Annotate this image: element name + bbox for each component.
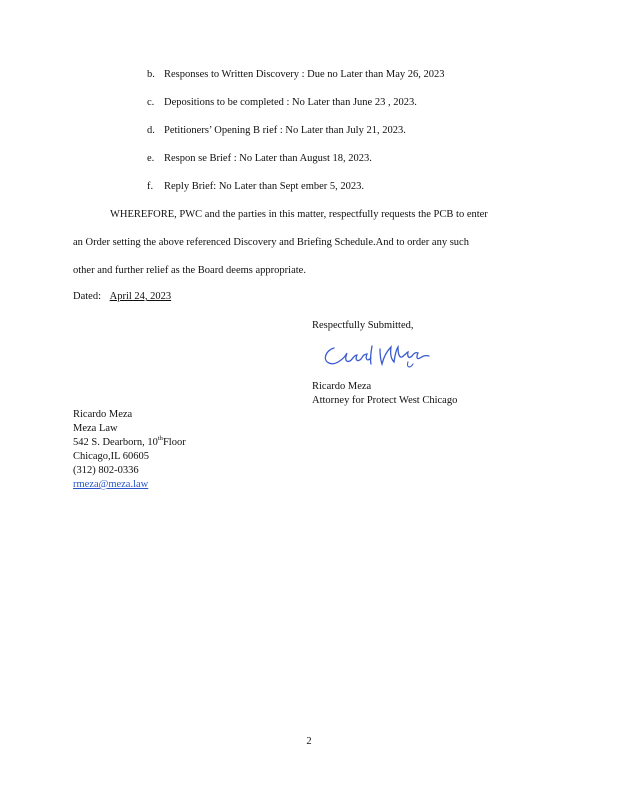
list-item-text: Petitioners’ Opening B rief : No Later than July 21, 2023. [164, 125, 406, 136]
signature-name: Ricardo Meza [312, 381, 372, 392]
paragraph-line-1: WHEREFORE, PWC and the parties in this matter, respectfully requests the PCB to enter [110, 209, 488, 220]
list-item-d [147, 124, 406, 138]
list-item-c [147, 96, 417, 110]
address-firm: Meza Law [73, 423, 118, 434]
address-street-text: 542 S. Dearborn, 10 [73, 437, 158, 448]
email-link[interactable]: rmeza@meza.law [73, 479, 149, 490]
address-street-sup: th [157, 435, 163, 442]
page-number: 2 [306, 736, 312, 747]
list-marker: f. [147, 181, 154, 192]
list-item-b [147, 68, 445, 82]
list-marker: c. [147, 97, 155, 108]
address-email-line [73, 478, 166, 492]
signature-title: Attorney for Protect West Chicago [312, 395, 458, 406]
dated-label: Dated: [73, 291, 101, 302]
list-item-text: Depositions to be completed : No Later than June 23 , 2023. [164, 97, 417, 108]
dated-value: April 24, 2023 [109, 291, 172, 302]
list-marker: d. [147, 125, 155, 136]
list-item-text: Reply Brief: No Later than Sept ember 5, 2023. [164, 181, 365, 192]
address-city: Chicago,IL 60605 [73, 451, 150, 462]
dated-line [73, 290, 217, 304]
handwritten-signature [320, 340, 432, 370]
list-marker: b. [147, 69, 155, 80]
list-item-text: Responses to Written Discovery : Due no Later than May 26, 2023 [164, 69, 445, 80]
paragraph-line-3: other and further relief as the Board deems appropriate. [73, 265, 306, 276]
list-item-e [147, 152, 372, 166]
signature-closing: Respectfully Submitted, [312, 320, 414, 331]
list-item-f [147, 180, 364, 194]
address-name: Ricardo Meza [73, 409, 133, 420]
list-marker: e. [147, 153, 155, 164]
paragraph-line-2: an Order setting the above referenced Discovery and Briefing Schedule.And to order any such [73, 237, 469, 248]
address-street-suffix: Floor [162, 437, 186, 448]
address-street [73, 436, 186, 450]
address-phone: (312) 802-0336 [73, 465, 139, 476]
list-item-text: Respon se Brief : No Later than August 18, 2023. [164, 153, 372, 164]
